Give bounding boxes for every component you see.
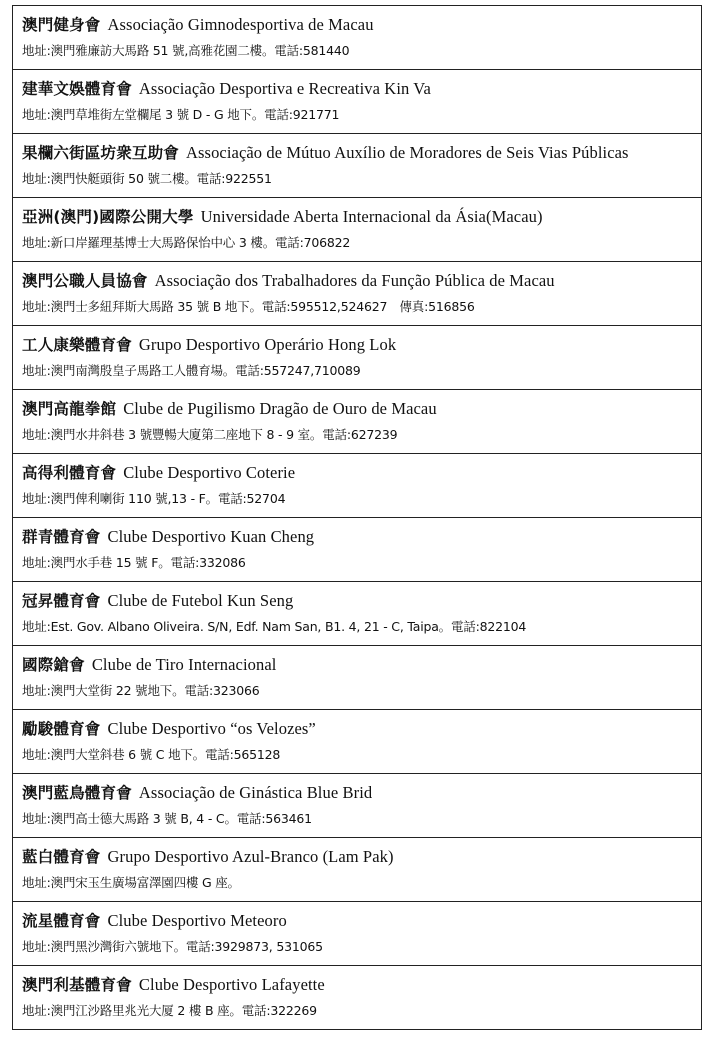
chinese-name: 澳門健身會: [22, 16, 101, 34]
portuguese-name: Universidade Aberta Internacional da Ásia(Macau): [200, 207, 543, 226]
association-directory: [12, 5, 702, 1030]
entry-title: [22, 398, 701, 420]
directory-entry: [13, 773, 701, 837]
address-line: 地址:澳門江沙路里兆光大厦 2 樓 B 座。電話:322269: [22, 1003, 317, 1018]
address-line: 地址:澳門大堂街 22 號地下。電話:323066: [22, 683, 260, 698]
chinese-name: 澳門藍鳥體育會: [22, 784, 132, 802]
directory-entry: [13, 197, 701, 261]
entry-title: [22, 718, 701, 740]
entry-title: [22, 206, 701, 228]
portuguese-name: Clube Desportivo “os Velozes”: [107, 719, 316, 738]
entry-title: [22, 846, 701, 868]
chinese-name: 勵駿體育會: [22, 720, 101, 738]
entry-title: [22, 270, 701, 292]
address-line: 地址:澳門快艇頭街 50 號二樓。電話:922551: [22, 171, 272, 186]
directory-entry: [13, 709, 701, 773]
directory-entry: [13, 517, 701, 581]
portuguese-name: Clube Desportivo Kuan Cheng: [107, 527, 315, 546]
chinese-name: 冠昇體育會: [22, 592, 101, 610]
portuguese-name: Clube de Futebol Kun Seng: [107, 591, 294, 610]
address-line: 地址:澳門水手巷 15 號 F。電話:332086: [22, 555, 246, 570]
chinese-name: 澳門利基體育會: [22, 976, 132, 994]
address-line: 地址:Est. Gov. Albano Oliveira. S/N, Edf. Nam San, B1. 4, 21 - C, Taipa。電話:822104: [22, 619, 527, 634]
address-line: 地址:澳門黑沙灣街六號地下。電話:3929873, 531065: [22, 939, 323, 954]
entry-title: [22, 334, 701, 356]
address-line: 地址:澳門俾利喇街 110 號,13 - F。電話:52704: [22, 491, 286, 506]
portuguese-name: Associação dos Trabalhadores da Função Pública de Macau: [154, 271, 555, 290]
chinese-name: 流星體育會: [22, 912, 101, 930]
portuguese-name: Associação de Mútuo Auxílio de Moradores de Seis Vias Públicas: [186, 143, 629, 162]
address-line: 地址:澳門士多紐拜斯大馬路 35 號 B 地下。電話:595512,524627 傳真:516856: [22, 299, 475, 314]
directory-entry: [13, 133, 701, 197]
portuguese-name: Grupo Desportivo Operário Hong Lok: [138, 335, 397, 354]
entry-title: [22, 974, 701, 996]
portuguese-name: Associação de Ginástica Blue Brid: [138, 783, 373, 802]
entry-title: [22, 14, 701, 36]
directory-entry: [13, 645, 701, 709]
chinese-name: 亞洲(澳門)國際公開大學: [22, 208, 194, 226]
address-line: 地址:澳門南灣殷皇子馬路工人體育場。電話:557247,710089: [22, 363, 361, 378]
address-line: 地址:新口岸羅理基博士大馬路保怡中心 3 樓。電話:706822: [22, 235, 351, 250]
entry-title: [22, 910, 701, 932]
entry-title: [22, 782, 701, 804]
chinese-name: 澳門高龍拳館: [22, 400, 117, 418]
chinese-name: 果欄六街區坊衆互助會: [22, 144, 180, 162]
portuguese-name: Clube Desportivo Meteoro: [107, 911, 287, 930]
portuguese-name: Associação Gimnodesportiva de Macau: [107, 15, 374, 34]
address-line: 地址:澳門高士德大馬路 3 號 B, 4 - C。電話:563461: [22, 811, 312, 826]
chinese-name: 工人康樂體育會: [22, 336, 132, 354]
entry-title: [22, 142, 701, 164]
portuguese-name: Clube de Tiro Internacional: [91, 655, 277, 674]
portuguese-name: Associação Desportiva e Recreativa Kin Va: [138, 79, 431, 98]
directory-entry: [13, 901, 701, 965]
entry-title: [22, 654, 701, 676]
address-line: 地址:澳門大堂斜巷 6 號 C 地下。電話:565128: [22, 747, 281, 762]
directory-entry: [13, 69, 701, 133]
chinese-name: 高得利體育會: [22, 464, 117, 482]
portuguese-name: Clube Desportivo Coterie: [123, 463, 296, 482]
chinese-name: 國際鎗會: [22, 656, 85, 674]
portuguese-name: Grupo Desportivo Azul-Branco (Lam Pak): [107, 847, 394, 866]
chinese-name: 澳門公職人員協會: [22, 272, 148, 290]
portuguese-name: Clube de Pugilismo Dragão de Ouro de Macau: [123, 399, 437, 418]
directory-entry: [13, 453, 701, 517]
directory-entry: [13, 389, 701, 453]
chinese-name: 群青體育會: [22, 528, 101, 546]
directory-entry: [13, 837, 701, 901]
address-line: 地址:澳門草堆街左堂欄尾 3 號 D - G 地下。電話:921771: [22, 107, 340, 122]
entry-title: [22, 526, 701, 548]
directory-entry: [13, 581, 701, 645]
chinese-name: 藍白體育會: [22, 848, 101, 866]
entry-title: [22, 462, 701, 484]
directory-entry: [13, 325, 701, 389]
address-line: 地址:澳門雅廉訪大馬路 51 號,高雅花園二樓。電話:581440: [22, 43, 350, 58]
entry-title: [22, 590, 701, 612]
address-line: 地址:澳門宋玉生廣場富澤園四樓 G 座。: [22, 875, 240, 890]
portuguese-name: Clube Desportivo Lafayette: [138, 975, 325, 994]
entry-title: [22, 78, 701, 100]
address-line: 地址:澳門水井斜巷 3 號豐暢大廈第二座地下 8 - 9 室。電話:627239: [22, 427, 398, 442]
directory-entry: [13, 965, 701, 1029]
directory-entry: [13, 5, 701, 69]
directory-entry: [13, 261, 701, 325]
chinese-name: 建華文娛體育會: [22, 80, 132, 98]
